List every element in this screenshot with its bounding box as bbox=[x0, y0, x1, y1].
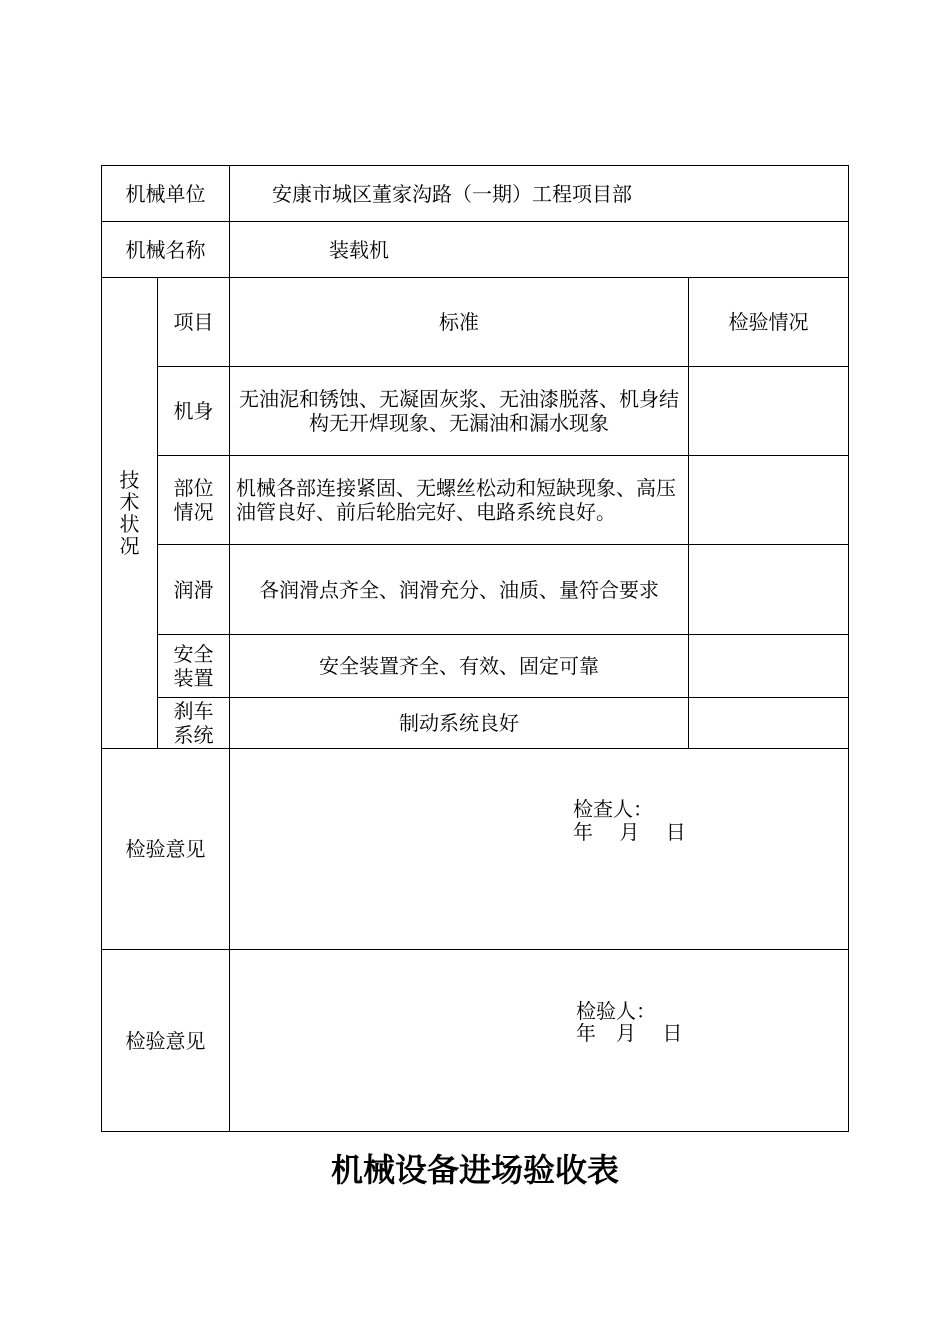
row-item: 润滑 bbox=[173, 577, 214, 602]
tech-status-label bbox=[102, 278, 157, 748]
row-result[interactable] bbox=[689, 698, 848, 748]
row-item: 安全装置 bbox=[173, 642, 214, 690]
header-result: 检验情况 bbox=[728, 310, 809, 334]
tech-status-char: 况 bbox=[119, 534, 140, 558]
table-border-bottom bbox=[101, 1131, 849, 1132]
row-item: 刹车系统 bbox=[173, 699, 214, 747]
verification-date: 年 月 日 bbox=[576, 1021, 683, 1045]
unit-label: 机械单位 bbox=[125, 181, 206, 206]
row-standard: 各润滑点齐全、润滑充分、油质、量符合要求 bbox=[259, 577, 659, 602]
row-result[interactable] bbox=[689, 635, 848, 697]
name-label: 机械名称 bbox=[125, 237, 206, 262]
row-item: 机身 bbox=[173, 399, 214, 423]
name-value: 装载机 bbox=[329, 237, 389, 262]
opinion-label: 检验意见 bbox=[125, 1028, 206, 1053]
header-item: 项目 bbox=[173, 310, 214, 334]
header-standard: 标准 bbox=[439, 310, 479, 334]
row-standard: 制动系统良好 bbox=[399, 711, 519, 735]
tech-status-char: 技 bbox=[119, 468, 140, 492]
unit-value: 安康市城区董家沟路（一期）工程项目部 bbox=[272, 181, 632, 206]
row-standard: 机械各部连接紧固、无螺丝松动和短缺现象、高压油管良好、前后轮胎完好、电路系统良好。 bbox=[236, 476, 676, 524]
table-border-right bbox=[848, 165, 849, 1132]
tech-status-char: 状 bbox=[119, 512, 140, 536]
verifier-label: 检验人： bbox=[576, 999, 656, 1023]
row-result[interactable] bbox=[689, 545, 848, 634]
row-result[interactable] bbox=[689, 367, 848, 455]
inspection-date: 年 月 日 bbox=[573, 820, 686, 844]
page-title: 机械设备进场验收表 bbox=[330, 1151, 619, 1189]
opinion-label: 检验意见 bbox=[125, 837, 206, 861]
row-standard: 安全装置齐全、有效、固定可靠 bbox=[319, 654, 599, 678]
tech-status-char: 术 bbox=[119, 490, 140, 514]
row-standard: 无油泥和锈蚀、无凝固灰浆、无油漆脱落、机身结构无开焊现象、无漏油和漏水现象 bbox=[239, 387, 679, 435]
row-result[interactable] bbox=[689, 456, 848, 544]
row-item: 部位情况 bbox=[173, 476, 214, 524]
inspector-label: 检查人： bbox=[573, 797, 653, 821]
